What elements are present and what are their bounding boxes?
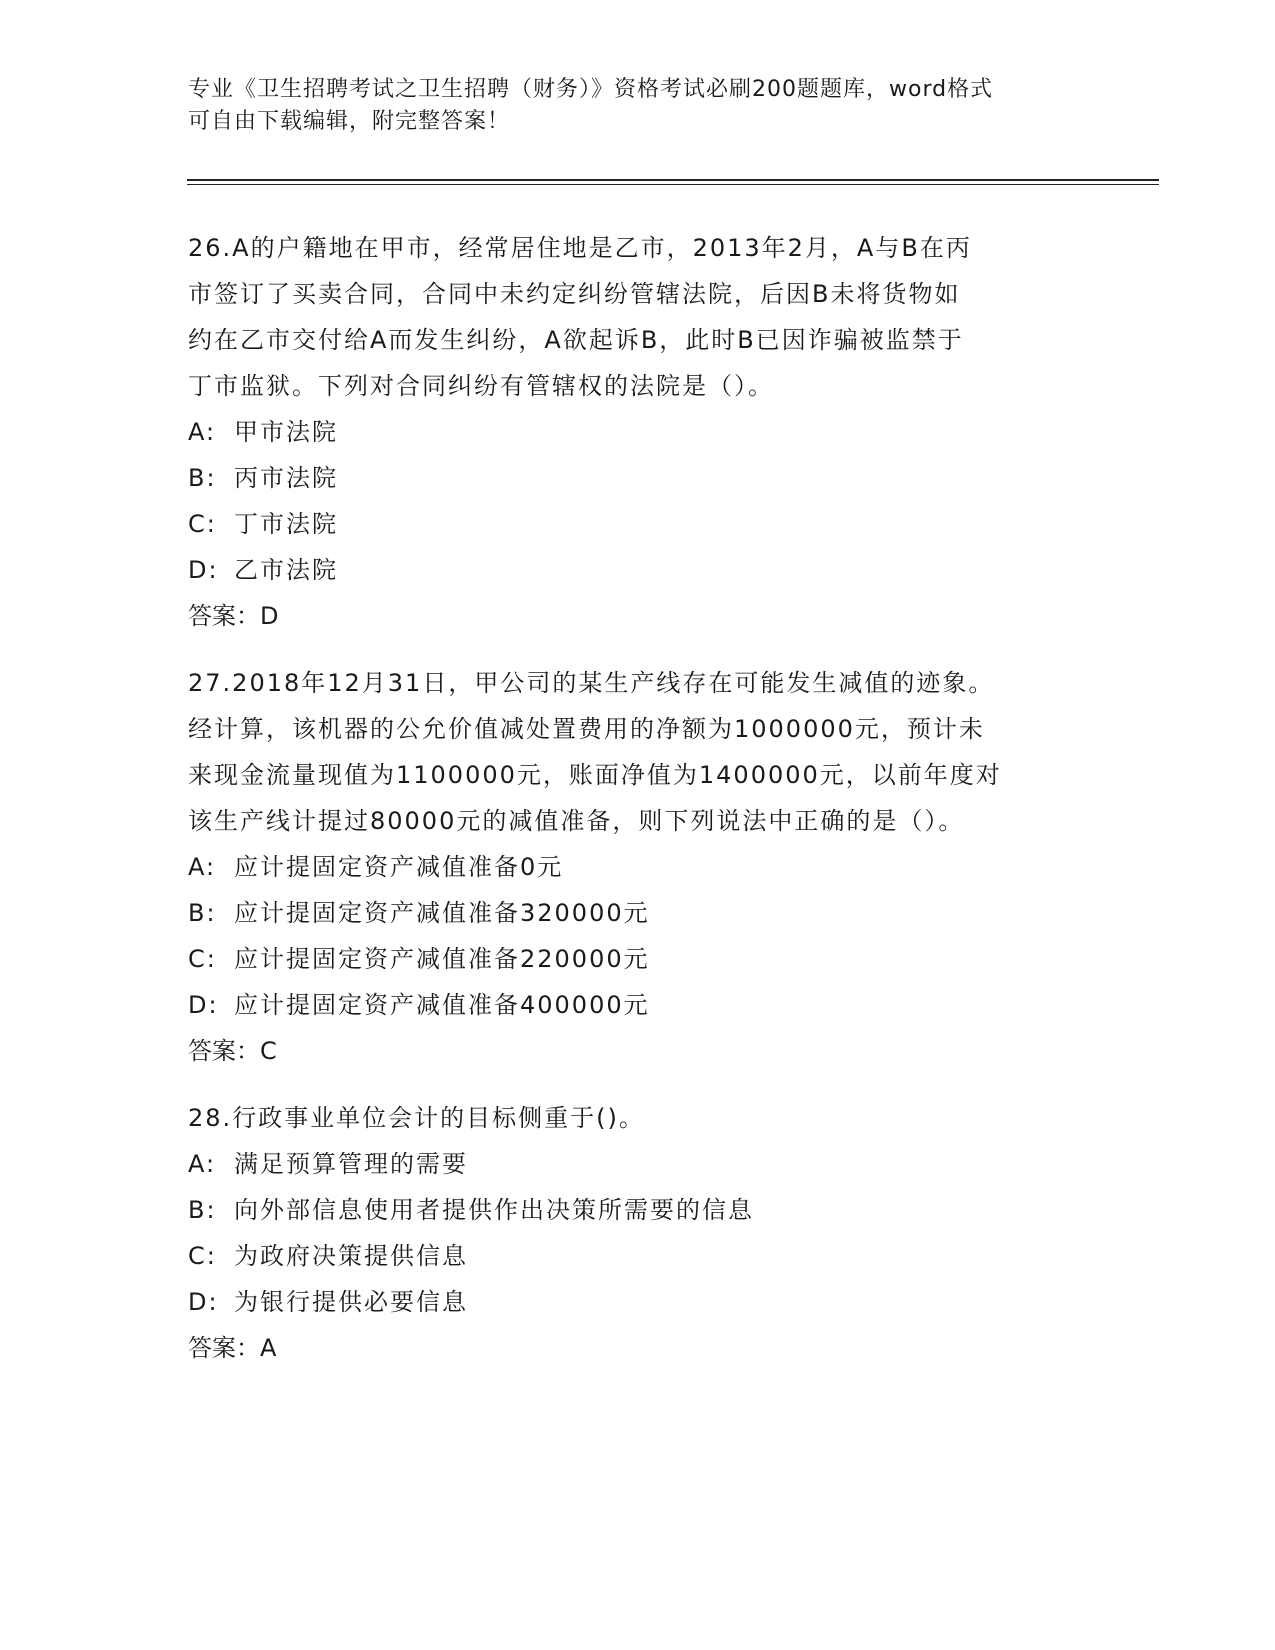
question-27 (188, 660, 1088, 1074)
question-stem-line: 经计算，该机器的公允价值减处置费用的净额为1000000元，预计未 (188, 715, 985, 743)
option-text: 丙市法院 (234, 464, 338, 492)
option-a (188, 1141, 1088, 1187)
document-header (188, 74, 1088, 138)
option-key: D: (188, 556, 219, 584)
option-c (188, 936, 1088, 982)
question-stem-line: 该生产线计提过80000元的减值准备，则下列说法中正确的是（）。 (188, 807, 965, 835)
question-stem-line: 27.2018年12月31日，甲公司的某生产线存在可能发生减值的迹象。 (188, 669, 995, 697)
option-key: A: (188, 853, 217, 881)
question-stem-line: 丁市监狱。下列对合同纠纷有管辖权的法院是（）。 (188, 372, 774, 400)
option-b (188, 455, 1088, 501)
header-divider-thin (187, 184, 1159, 185)
option-b (188, 1187, 1088, 1233)
option-key: C: (188, 510, 217, 538)
option-c (188, 501, 1088, 547)
question-stem-line: 26.A的户籍地在甲市，经常居住地是乙市，2013年2月，A与B在丙 (188, 234, 972, 262)
question-stem-line: 市签订了买卖合同，合同中未约定纠纷管辖法院，后因B未将货物如 (188, 280, 961, 308)
option-key: C: (188, 1242, 217, 1270)
option-a (188, 409, 1088, 455)
question-26 (188, 225, 1088, 639)
option-b (188, 890, 1088, 936)
answer-line (188, 1325, 1088, 1371)
option-key: B: (188, 899, 217, 927)
answer-label: 答案： (188, 1037, 260, 1065)
header-line-1: 专业《卫生招聘考试之卫生招聘（财务）》资格考试必刷200题题库，word格式 (188, 77, 994, 102)
option-d (188, 547, 1088, 593)
option-c (188, 1233, 1088, 1279)
option-text: 应计提固定资产减值准备0元 (234, 853, 564, 881)
option-key: A: (188, 418, 217, 446)
question-stem-line: 来现金流量现值为1100000元，账面净值为1400000元，以前年度对 (188, 761, 1002, 789)
answer-line (188, 593, 1088, 639)
question-28 (188, 1095, 1088, 1371)
answer-label: 答案： (188, 602, 260, 630)
answer-line (188, 1028, 1088, 1074)
option-text: 为银行提供必要信息 (234, 1288, 468, 1316)
header-line-2: 可自由下载编辑，附完整答案！ (188, 109, 511, 134)
option-text: 丁市法院 (234, 510, 338, 538)
option-text: 应计提固定资产减值准备320000元 (234, 899, 650, 927)
answer-value: A (260, 1334, 277, 1362)
option-key: A: (188, 1150, 217, 1178)
option-key: D: (188, 1288, 219, 1316)
option-text: 应计提固定资产减值准备220000元 (234, 945, 650, 973)
option-d (188, 1279, 1088, 1325)
option-key: C: (188, 945, 217, 973)
option-text: 乙市法院 (234, 556, 338, 584)
option-key: D: (188, 991, 219, 1019)
option-text: 向外部信息使用者提供作出决策所需要的信息 (234, 1196, 754, 1224)
option-a (188, 844, 1088, 890)
header-divider-thick (187, 179, 1159, 181)
question-stem-line: 约在乙市交付给A而发生纠纷，A欲起诉B，此时B已因诈骗被监禁于 (188, 326, 964, 354)
option-key: B: (188, 1196, 217, 1224)
answer-value: C (260, 1037, 277, 1065)
option-text: 甲市法院 (234, 418, 338, 446)
question-stem-line: 28.行政事业单位会计的目标侧重于()。 (188, 1104, 645, 1132)
answer-value: D (260, 602, 279, 630)
option-key: B: (188, 464, 217, 492)
option-d (188, 982, 1088, 1028)
option-text: 应计提固定资产减值准备400000元 (234, 991, 650, 1019)
option-text: 满足预算管理的需要 (234, 1150, 468, 1178)
option-text: 为政府决策提供信息 (234, 1242, 468, 1270)
answer-label: 答案： (188, 1334, 260, 1362)
